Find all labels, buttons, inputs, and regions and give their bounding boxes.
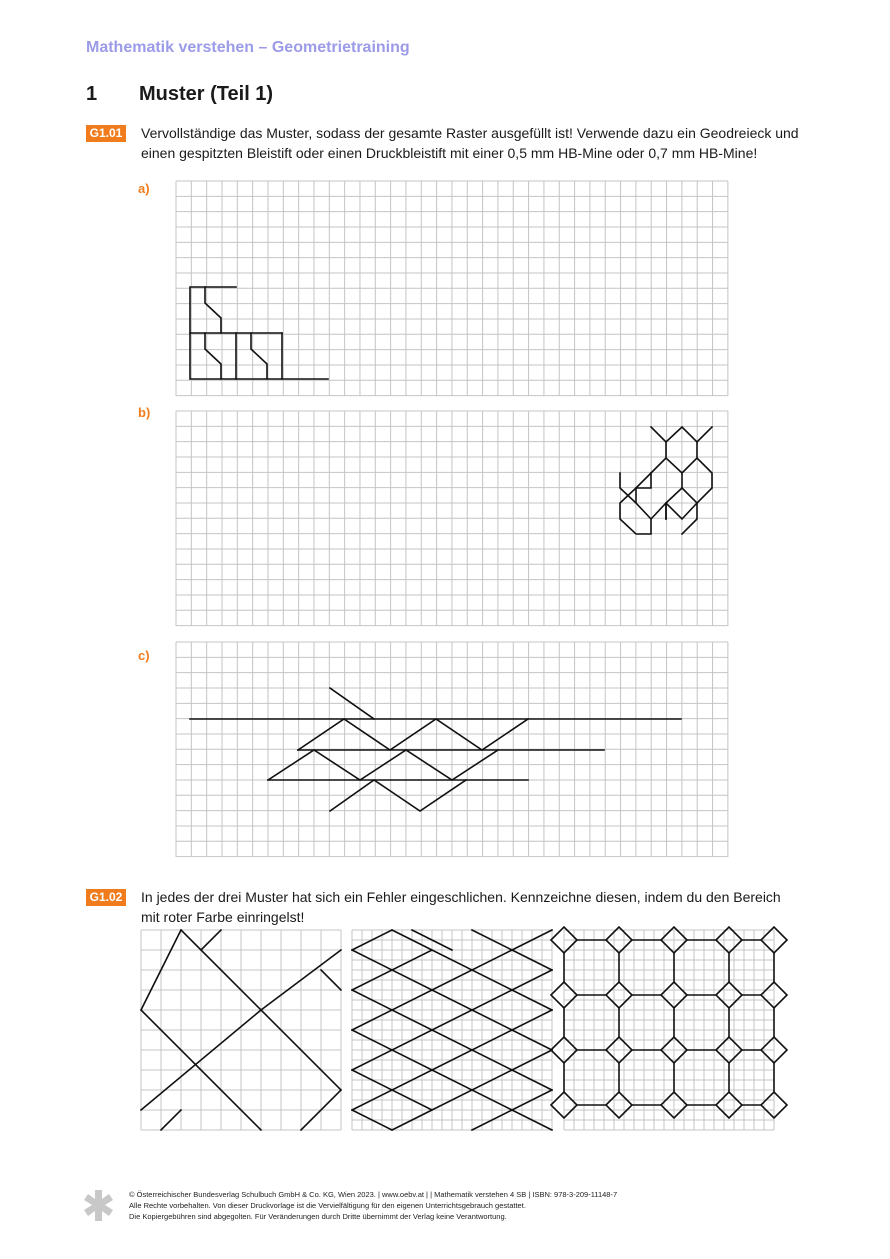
grid-a[interactable] — [176, 181, 728, 396]
pattern-lines — [551, 927, 787, 1118]
grid-lines — [141, 930, 341, 1130]
section-number: 1 — [86, 83, 98, 105]
grid-lines — [564, 930, 774, 1130]
page-header: Mathematik verstehen – Geometrietraining — [86, 39, 410, 56]
task-text-g101-line2: einen gespitzten Bleistift oder einen Druckbleistift mit einer 0,5 mm HB-Mine oder 0,7 mm HB-Mine! — [141, 145, 758, 161]
task-badge-g101: G1.01 — [86, 125, 126, 142]
subtask-label-b: b) — [138, 405, 151, 420]
footer — [129, 1189, 617, 1222]
task-text-g102-line2: mit roter Farbe einringelst! — [141, 909, 305, 925]
task-text-g101 — [141, 123, 821, 163]
error-pattern-1[interactable] — [141, 930, 341, 1130]
grid-c[interactable] — [176, 642, 728, 857]
error-pattern-3[interactable] — [564, 930, 774, 1130]
footer-line1: © Österreichischer Bundesverlag Schulbuch GmbH & Co. KG, Wien 2023. | www.oebv.at | | Mathematik verstehen 4 SB | ISBN: 978-3-209-11148-7 — [129, 1190, 618, 1199]
grid-b[interactable] — [176, 411, 728, 626]
task-text-g102-line1: In jedes der drei Muster hat sich ein Fehler eingeschlichen. Kennzeichne diesen, indem du den Bereich — [141, 889, 781, 905]
task-badge-g102: G1.02 — [86, 889, 126, 906]
publisher-logo-icon — [82, 1189, 114, 1223]
subtask-label-c: c) — [138, 648, 150, 663]
footer-line2: Alle Rechte vorbehalten. Von dieser Druckvorlage ist die Vervielfältigung für den eigenen Unterrichtsgebrauch gestattet. — [129, 1201, 526, 1210]
error-pattern-2[interactable] — [352, 930, 552, 1130]
grid-lines — [176, 411, 728, 626]
task-text-g102 — [141, 887, 821, 927]
subtask-label-a: a) — [138, 181, 150, 196]
footer-line3: Die Kopiergebühren sind abgegolten. Für Veränderungen durch Dritte übernimmt der Verlag keine Verantwortung. — [129, 1212, 507, 1221]
section-title: Muster (Teil 1) — [139, 83, 274, 105]
task-text-g101-line1: Vervollständige das Muster, sodass der gesamte Raster ausgefüllt ist! Verwende dazu ein Geodreieck und — [141, 125, 799, 141]
grid-lines — [176, 181, 728, 396]
